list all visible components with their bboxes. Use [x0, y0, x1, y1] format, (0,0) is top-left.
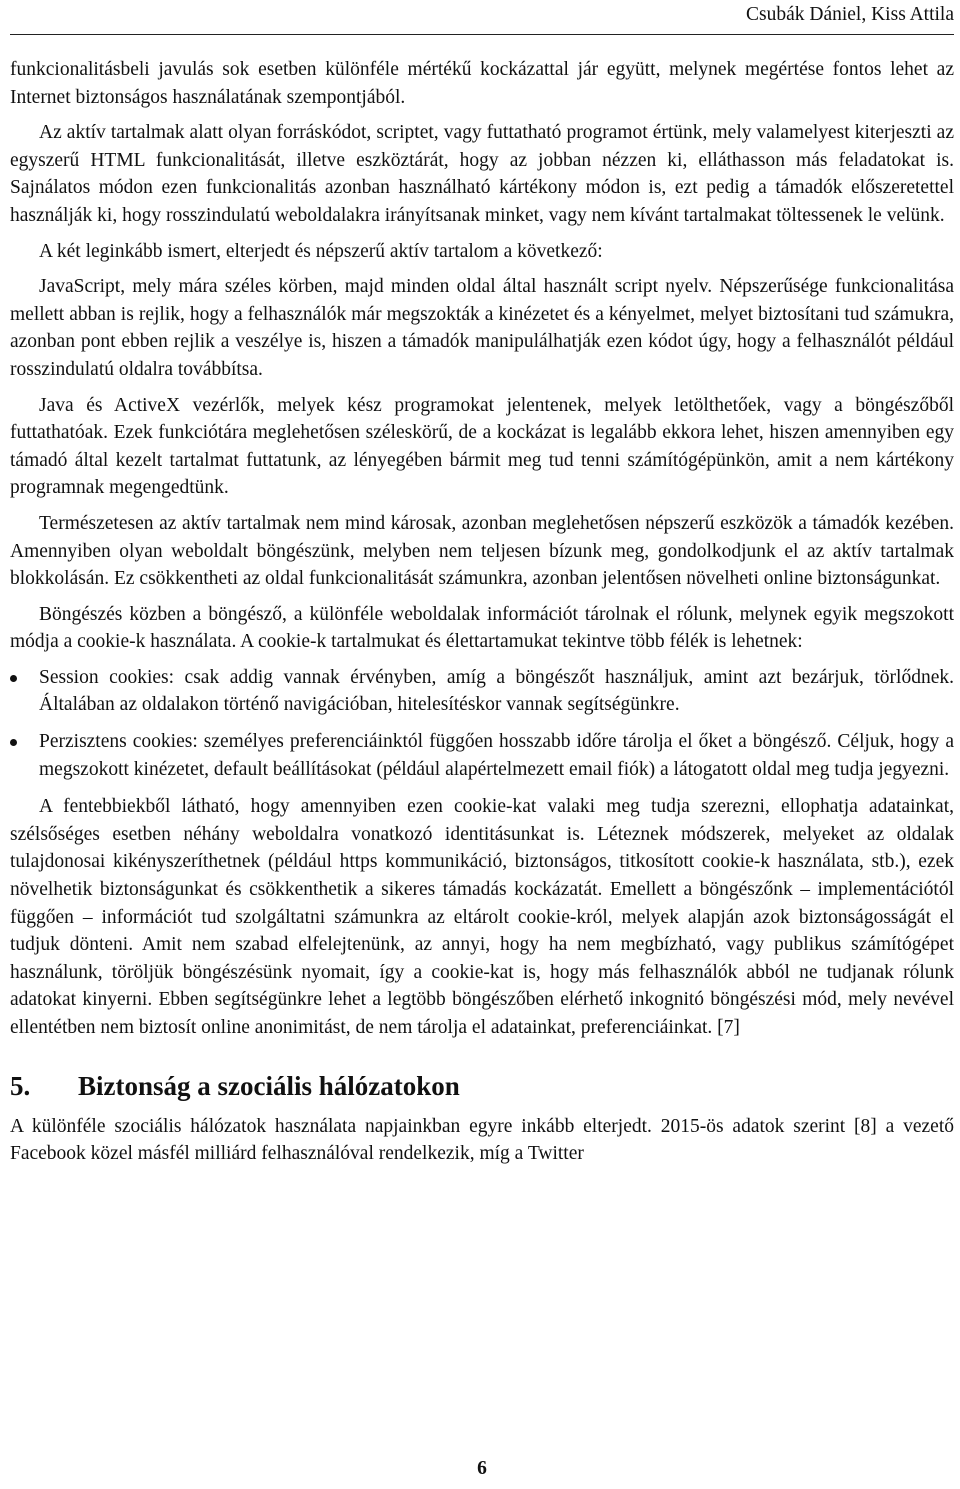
list-item-persistent-cookies [10, 728, 954, 783]
paragraph-active-content: Az aktív tartalmak alatt olyan forráskódot, scriptet, vagy futtatható programot értünk, mely valamelyest kiterjeszti az egyszerű HTML funkcionalitását, illetve eszköztárát, hogy az jobban nézzen ki, elláthasson más feladatokat is. Sajnálatos módon ezen funkcionalitás azonban használható kártékony módon is, ezt pedig a támadók előszeretettel használják ki, hogy rosszindulatú weboldalakra irányítsanak minket, vagy nem kívánt tartalmakat töltessenek le velünk. [10, 122, 954, 226]
page-body [10, 56, 954, 1176]
list-item-text: Perzisztens cookies: személyes preferenciáinktól függően hosszabb időre tárolja el őket a böngésző. Céljuk, hogy a megszokott kinézetet, default beállításokat (például alapértelmezett email fiók) a látogatott oldal meg tudja jegyezni. [39, 731, 954, 780]
section-heading [10, 1069, 954, 1103]
paragraph-list-intro: A két leginkább ismert, elterjedt és népszerű aktív tartalom a következő: [39, 240, 603, 262]
list-item-session-cookies [10, 664, 954, 719]
page-header [10, 0, 954, 35]
paragraph-active-risks: Természetesen az aktív tartalmak nem mind károsak, azonban meglehetősen népszerű eszközök a támadók kezében. Amennyiben olyan weboldalt böngészünk, melyben nem teljesen bízunk meg, gondolkodjunk el az aktív tartalmak blokkolásán. Ez csökkentheti az oldal funkcionalitását számunkra, azonban jelentősen növelheti online biztonságunkat. [10, 512, 954, 590]
page-number: 6 [477, 1458, 487, 1479]
header-author: Csubák Dániel, Kiss Attila [746, 4, 954, 25]
paragraph-cookies-intro: Böngészés közben a böngésző, a különféle weboldalak információt tárolnak el rólunk, melynek egyik megszokott módja a cookie-k használata. A cookie-k tartalmukat és élettartamukat tekintve több félék is lehetnek: [10, 603, 954, 653]
paragraph-social-networks: A különféle szociális hálózatok használata napjainkban egyre inkább elterjedt. 2015-ös adatok szerint [8] a vezető Facebook közel másfél milliárd felhasználóval rendelkezik, míg a Twitter [10, 1115, 954, 1165]
paragraph-java-activex: Java és ActiveX vezérlők, melyek kész programokat jelentenek, melyek letölthetőek, vagy a böngészőből futtathatóak. Ezek funkciótára meglehetősen széleskörű, de a kockázat is legalább ekkora lehet, hiszen amennyiben egy támadó által kezelt tartalmat futtatunk, az lényegében bármit meg tud tenni számítógépünkön, amit a nem kártékony programnak megengedtünk. [10, 394, 954, 499]
paragraph-intro: funkcionalitásbeli javulás sok esetben különféle mértékű kockázattal jár együtt, melynek megértése fontos lehet az Internet biztonságos használatának szempontjából. [10, 59, 954, 108]
list-item-text: Session cookies: csak addig vannak érvényben, amíg a böngészőt használjuk, amint azt bezárjuk, törlődnek. Általában az oldalakon történő navigációban, hitelesítéskor vannak segítségünkre. [39, 666, 954, 716]
paragraph-cookie-risks: A fentebbiekből látható, hogy amennyiben ezen cookie-kat valaki meg tudja szerezni, ellophatja adatainkat, szélsőséges esetben néhány weboldalra vonatkozó identitásunkat is. Léteznek módszerek, melyeket az oldalak tulajdonosai kikényszeríthetnek (például https kommunikáció, biztonságos, titkosított cookie-k használata, stb.), ezek növelhetik biztonságunkat és csökkenthetik a sikeres támadás kockázatát. Emellett a böngészőnk – implementációtól függően – információt tud szolgáltatni számunkra az eltárolt cookie-król, melyek alapján azok biztonságosságát el tudjuk dönteni. Amit nem szabad elfelejtenünk, az annyi, hogy ha nem megbízható, vagy publikus számítógépet használunk, töröljük böngészésünk nyomait, így a cookie-kat is, hogy más felhasználók abból ne tudjanak rólunk adatokat kinyerni. Ebben segítségünkre lehet a legtöbb böngészőben elérhető inkognitó böngészési mód, mely nevével ellentétben nem biztosít online anonimitást, de nem tárolja el adatainkat, preferenciáinkat. [7] [10, 796, 954, 1038]
section-title: Biztonság a szociális hálózatokon [78, 1070, 460, 1101]
paragraph-javascript: JavaScript, mely mára széles körben, majd minden oldal által használt script nyelv. Népszerűsége funkcionalitása mellett abban is rejlik, hogy a felhasználók már megszokták a kinézetet és a kényelmet, melyet biztosítani tud számukra, azonban pont ebben rejlik a veszélye is, hiszen a támadók manipulálhatják ezen kódot úgy, hogy a felhasználót például rosszindulatú oldalra továbbítsa. [10, 276, 954, 380]
document-page [10, 0, 954, 1489]
bullet-icon [10, 675, 17, 682]
bullet-icon [10, 739, 17, 746]
cookie-types-list [10, 664, 954, 783]
section-number: 5. [10, 1070, 31, 1101]
